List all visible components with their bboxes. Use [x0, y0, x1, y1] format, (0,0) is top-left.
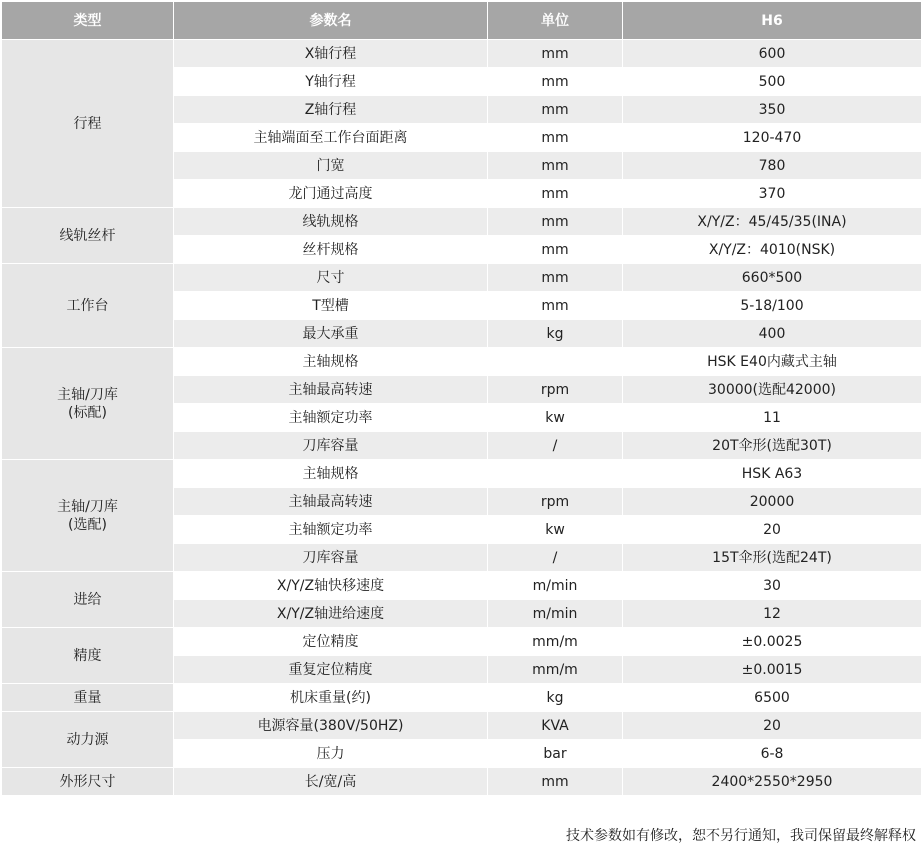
unit-cell: rpm	[488, 376, 623, 404]
category-subname: (标配)	[68, 404, 107, 421]
table-row	[2, 264, 922, 292]
unit-cell: kg	[488, 684, 623, 712]
param-cell: 丝杆规格	[174, 236, 488, 264]
unit-cell: mm/m	[488, 656, 623, 684]
category-cell	[2, 460, 174, 572]
table-row	[2, 684, 922, 712]
value-cell: 20	[623, 516, 922, 544]
param-cell: Z轴行程	[174, 96, 488, 124]
unit-cell: mm/m	[488, 628, 623, 656]
param-cell: 电源容量(380V/50HZ)	[174, 712, 488, 740]
category-name: 线轨丝杆	[59, 227, 116, 244]
param-cell: 主轴规格	[174, 460, 488, 488]
unit-cell: m/min	[488, 600, 623, 628]
table-row	[2, 712, 922, 740]
unit-cell: KVA	[488, 712, 623, 740]
table-row	[2, 628, 922, 656]
unit-cell	[488, 460, 623, 488]
category-cell	[2, 712, 174, 768]
category-name: 进给	[73, 591, 102, 608]
value-cell: 20	[623, 712, 922, 740]
value-cell: 12	[623, 600, 922, 628]
unit-cell: mm	[488, 180, 623, 208]
value-cell: X/Y/Z：4010(NSK)	[623, 236, 922, 264]
value-cell: 780	[623, 152, 922, 180]
param-cell: 长/宽/高	[174, 768, 488, 796]
unit-cell: mm	[488, 96, 623, 124]
param-cell: 重复定位精度	[174, 656, 488, 684]
value-cell: 600	[623, 40, 922, 68]
unit-cell: mm	[488, 124, 623, 152]
value-cell: 2400*2550*2950	[623, 768, 922, 796]
value-cell: 660*500	[623, 264, 922, 292]
unit-cell: rpm	[488, 488, 623, 516]
header-type: 类型	[2, 2, 174, 40]
unit-cell: mm	[488, 292, 623, 320]
category-name: 外形尺寸	[59, 773, 116, 790]
category-name: 精度	[73, 647, 102, 664]
category-name: 工作台	[66, 297, 109, 314]
param-cell: X/Y/Z轴进给速度	[174, 600, 488, 628]
param-cell: 最大承重	[174, 320, 488, 348]
value-cell: 6500	[623, 684, 922, 712]
table-row	[2, 348, 922, 376]
value-cell: 6-8	[623, 740, 922, 768]
unit-cell: mm	[488, 236, 623, 264]
param-cell: 压力	[174, 740, 488, 768]
unit-cell	[488, 348, 623, 376]
category-name: 主轴/刀库	[57, 386, 118, 403]
unit-cell: /	[488, 432, 623, 460]
value-cell: ±0.0015	[623, 656, 922, 684]
param-cell: 主轴端面至工作台面距离	[174, 124, 488, 152]
table-row	[2, 572, 922, 600]
value-cell: 5-18/100	[623, 292, 922, 320]
value-cell: 30	[623, 572, 922, 600]
value-cell: HSK E40内藏式主轴	[623, 348, 922, 376]
category-name: 重量	[73, 689, 102, 706]
param-cell: 主轴最高转速	[174, 488, 488, 516]
unit-cell: mm	[488, 40, 623, 68]
param-cell: 主轴最高转速	[174, 376, 488, 404]
param-cell: Y轴行程	[174, 68, 488, 96]
spec-table	[1, 1, 922, 796]
category-cell	[2, 628, 174, 684]
param-cell: 主轴规格	[174, 348, 488, 376]
table-row	[2, 460, 922, 488]
header-row	[2, 2, 922, 40]
table-row	[2, 40, 922, 68]
param-cell: X/Y/Z轴快移速度	[174, 572, 488, 600]
unit-cell: mm	[488, 768, 623, 796]
unit-cell: mm	[488, 208, 623, 236]
category-cell	[2, 264, 174, 348]
value-cell: 20000	[623, 488, 922, 516]
unit-cell: mm	[488, 68, 623, 96]
value-cell: X/Y/Z：45/45/35(INA)	[623, 208, 922, 236]
table-row	[2, 208, 922, 236]
category-cell	[2, 40, 174, 208]
category-cell	[2, 348, 174, 460]
unit-cell: bar	[488, 740, 623, 768]
header-param: 参数名	[174, 2, 488, 40]
value-cell: 500	[623, 68, 922, 96]
param-cell: 机床重量(约)	[174, 684, 488, 712]
param-cell: 主轴额定功率	[174, 404, 488, 432]
category-cell	[2, 208, 174, 264]
unit-cell: /	[488, 544, 623, 572]
unit-cell: mm	[488, 152, 623, 180]
param-cell: 刀库容量	[174, 432, 488, 460]
value-cell: 370	[623, 180, 922, 208]
footer-note: 技术参数如有修改，恕不另行通知，我司保留最终解释权	[566, 828, 916, 844]
unit-cell: m/min	[488, 572, 623, 600]
param-cell: 门宽	[174, 152, 488, 180]
param-cell: T型槽	[174, 292, 488, 320]
category-name: 动力源	[66, 731, 109, 748]
header-unit: 单位	[488, 2, 623, 40]
value-cell: 20T伞形(选配30T)	[623, 432, 922, 460]
unit-cell: kg	[488, 320, 623, 348]
category-cell	[2, 768, 174, 796]
value-cell: 350	[623, 96, 922, 124]
category-cell	[2, 572, 174, 628]
value-cell: 120-470	[623, 124, 922, 152]
spec-body	[2, 40, 922, 796]
unit-cell: kw	[488, 404, 623, 432]
param-cell: X轴行程	[174, 40, 488, 68]
category-cell	[2, 684, 174, 712]
value-cell: 400	[623, 320, 922, 348]
category-name: 主轴/刀库	[57, 498, 118, 515]
param-cell: 龙门通过高度	[174, 180, 488, 208]
value-cell: ±0.0025	[623, 628, 922, 656]
value-cell: HSK A63	[623, 460, 922, 488]
param-cell: 主轴额定功率	[174, 516, 488, 544]
category-subname: (选配)	[68, 516, 107, 533]
param-cell: 刀库容量	[174, 544, 488, 572]
param-cell: 定位精度	[174, 628, 488, 656]
unit-cell: kw	[488, 516, 623, 544]
param-cell: 尺寸	[174, 264, 488, 292]
header-model: H6	[623, 2, 922, 40]
value-cell: 11	[623, 404, 922, 432]
category-name: 行程	[73, 115, 102, 132]
unit-cell: mm	[488, 264, 623, 292]
value-cell: 30000(选配42000)	[623, 376, 922, 404]
param-cell: 线轨规格	[174, 208, 488, 236]
value-cell: 15T伞形(选配24T)	[623, 544, 922, 572]
table-row	[2, 768, 922, 796]
